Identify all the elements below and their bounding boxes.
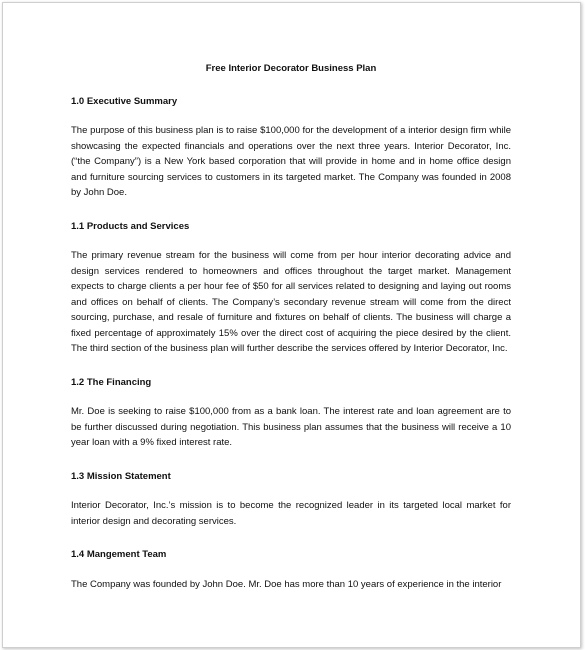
section-text-executive-summary: The purpose of this business plan is to raise $100,000 for the development of a interior design firm while showcasing the expected financials and operations over the next three years. Interior Decorator, Inc. (“the Company”) is a New York based corporation that will provide in home and in home office design and furniture sourcing services to customers in its targeted market. The Company was founded in 2008 by John Doe. [71, 125, 511, 198]
document-title: Free Interior Decorator Business Plan [205, 63, 377, 74]
document-content [71, 61, 511, 610]
section-text-management-team: The Company was founded by John Doe. Mr. Doe has more than 10 years of experience in the interior [71, 578, 502, 590]
section-heading-products-and-services: 1.1 Products and Services [71, 220, 190, 232]
section-text-products-and-services: The primary revenue stream for the business will come from per hour interior decorating advice and design services rendered to homeowners and offices throughout the target market. Management expects to charge clients a per hour fee of $50 for all services related to designing and laying out rooms and offices on behalf of clients. The Company’s secondary revenue stream will come from the direct sourcing, purchase, and resale of furniture and fixtures on behalf of clients. The business will charge a fixed percentage of approximately 15% over the direct cost of acquiring the piece desired by the client. The third section of the business plan will further describe the services offered by Interior Decorator, Inc. [71, 250, 511, 354]
document-page [2, 2, 581, 648]
section-heading-the-financing: 1.2 The Financing [71, 376, 152, 388]
section-text-mission-statement: Interior Decorator, Inc.’s mission is to become the recognized leader in its targeted local market for interior design and decorating services. [71, 500, 511, 527]
section-heading-executive-summary: 1.0 Executive Summary [71, 95, 178, 107]
section-heading-mission-statement: 1.3 Mission Statement [71, 470, 171, 482]
section-heading-management-team: 1.4 Mangement Team [71, 549, 167, 560]
section-text-the-financing: Mr. Doe is seeking to raise $100,000 from as a bank loan. The interest rate and loan agreement are to be further discussed during negotiation. This business plan assumes that the business will receive a 10 year loan with a 9% fixed interest rate. [71, 406, 511, 448]
